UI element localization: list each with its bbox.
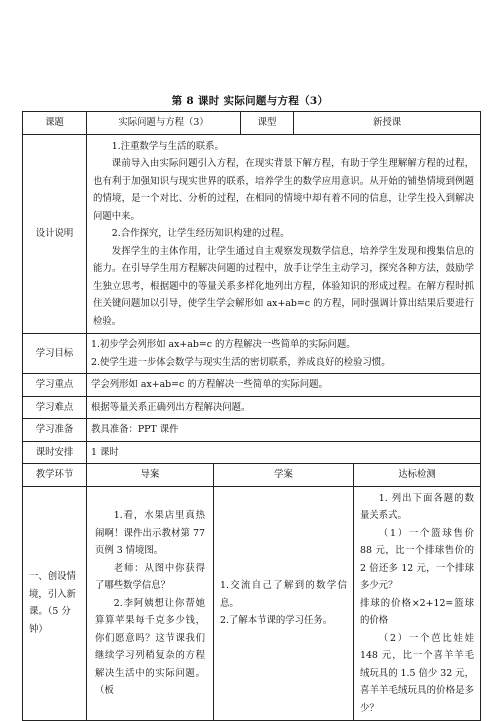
design-paragraph-1: 1.注重数学与生活的联系。	[111, 140, 224, 152]
design-row	[23, 134, 481, 334]
test-paragraph-1: 1. 列出下面各题的数量关系式。	[360, 492, 475, 521]
column-header-test: 达标检测	[354, 464, 481, 487]
type-value: 新授课	[294, 112, 481, 135]
stage-row	[23, 486, 481, 721]
study-item-2: 2.了解本节课的学习任务。	[220, 615, 333, 626]
stage-study	[214, 486, 354, 721]
goal-item-2: 2.使学生进一步体会数学与现实生活的密切联系，养成良好的检验习惯。	[91, 356, 391, 368]
topic-row	[23, 112, 481, 135]
test-paragraph-3: 排球的价格×2+12=篮球的价格	[360, 597, 475, 626]
stage-test	[354, 486, 481, 721]
column-header-study: 学案	[214, 464, 354, 487]
key-label: 学习重点	[23, 374, 87, 397]
test-paragraph-4: （2）一个芭比娃娃 148 元，比一个喜羊羊毛绒玩具的 1.5 倍少 32 元，喜羊羊毛绒玩具的价格是多少？	[360, 632, 475, 714]
column-header-row	[23, 464, 481, 487]
topic-value: 实际问题与方程（3）	[87, 112, 241, 135]
prep-row	[23, 419, 481, 442]
time-value: 1 课时	[87, 441, 481, 464]
topic-label: 课题	[23, 112, 87, 135]
difficulty-row	[23, 396, 481, 419]
difficulty-label: 学习难点	[23, 396, 87, 419]
design-paragraph-4: 发挥学生的主体作用，让学生通过自主观察发现数学信息，培养学生发现和搜集信息的能力。在引导学生用方程解决问题的过程中，放手让学生主动学习，探究各种方法，鼓励学生独立思考，根据题中的等量关系多样化地列出方程，体验知识的形成过程。在解方程时抓住关键问题加以引导，使学生学会解形如 ax+ab=c 的方程，同时强调计算出结果后要进行检验。	[93, 245, 475, 327]
prep-value: 教具准备：PPT 课件	[87, 419, 481, 442]
guide-paragraph-1: 1.看，水果店里真热闹啊！课件出示教材第 77 页例 3 情境图。	[95, 510, 205, 556]
time-row	[23, 441, 481, 464]
time-label: 课时安排	[23, 441, 87, 464]
design-paragraph-3: 2.合作探究，让学生经历知识构建的过程。	[111, 228, 290, 239]
goals-row	[23, 334, 481, 374]
guide-paragraph-3: 2.李阿姨想让你帮她算算苹果每千克多少钱，你们愿意吗？这节课我们继续学习列稍复杂的方程解决生活中的实际问题。（板	[95, 597, 205, 696]
design-paragraph-2: 课前导入由实际问题引入方程，在现实背景下解方程，有助于学生理解解方程的过程，也有利于加强知识与现实世界的联系，培养学生的数学应用意识。从开始的铺垫情境到例题的情境，是一个对比、分析的过程，在相同的情境中却有着不同的信息，让学生投入到解决问题中来。	[93, 158, 475, 222]
guide-paragraph-2: 老师：从图中你获得了哪些数学信息？	[95, 562, 205, 591]
lesson-plan-table	[22, 111, 481, 721]
prep-label: 学习准备	[23, 419, 87, 442]
design-content	[87, 134, 481, 334]
goals-content	[87, 334, 481, 374]
type-label: 课型	[241, 112, 294, 135]
study-item-1: 1.交流自己了解到的数学信息。	[220, 580, 347, 609]
goal-item-1: 1.初步学会列形如 ax+ab=c 的方程解决一些简单的实际问题。	[91, 339, 356, 350]
goals-label: 学习目标	[23, 334, 87, 374]
column-header-guide: 导案	[87, 464, 214, 487]
test-paragraph-2: （1）一个篮球售价 88 元，比一个排球售价的 2 倍还多 12 元，一个排球多少元？	[360, 527, 475, 591]
difficulty-value: 根据等量关系正确列出方程解决问题。	[87, 396, 481, 419]
design-label: 设计说明	[23, 134, 87, 334]
stage-guide	[87, 486, 214, 721]
page-title: 第 8 课时 实际问题与方程（3）	[171, 95, 329, 107]
key-row	[23, 374, 481, 397]
stage-name: 一、创设情境，引入新课。（5 分钟）	[23, 486, 87, 721]
key-value: 学会列形如 ax+ab=c 的方程解决一些简单的实际问题。	[87, 374, 481, 397]
column-header-stage: 教学环节	[23, 464, 87, 487]
